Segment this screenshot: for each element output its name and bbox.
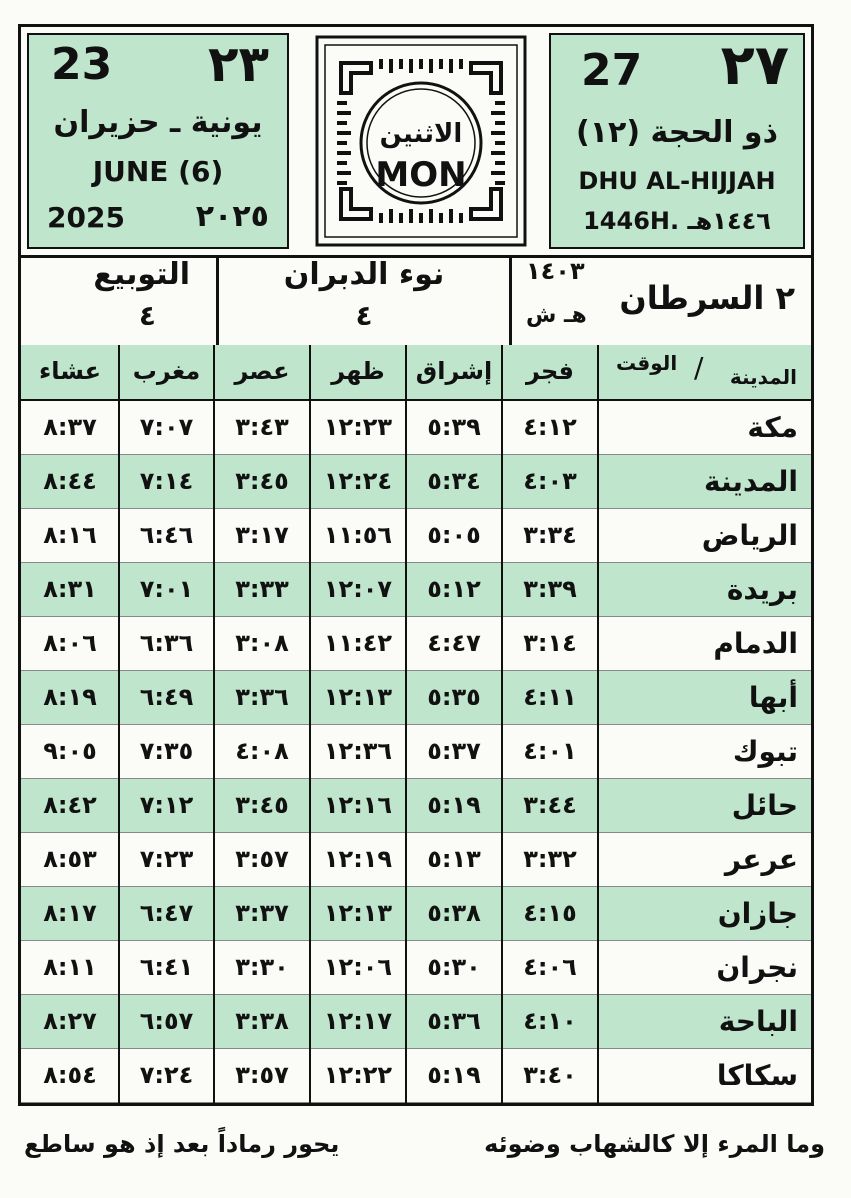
col-isha: عشاء <box>38 357 102 385</box>
time-isha: ٨:٠٦ <box>43 629 97 657</box>
time-isha: ٨:٤٢ <box>43 791 97 819</box>
time-maghrib: ٦:٤٧ <box>139 899 194 927</box>
time-maghrib: ٧:١٢ <box>139 791 194 819</box>
time-isha: ٨:٣٧ <box>43 413 97 441</box>
time-maghrib: ٧:٢٣ <box>139 845 194 873</box>
tawbee-cell <box>21 255 216 345</box>
time-asr: ٣:٥٧ <box>235 1061 289 1089</box>
time-maghrib: ٦:٤٦ <box>139 521 194 549</box>
day-name-ar: الاثنين <box>379 119 463 149</box>
time-fajr: ٣:١٤ <box>523 629 577 657</box>
time-shuruq: ٥:١٩ <box>427 1061 481 1089</box>
time-shuruq: ٥:٣٥ <box>427 683 481 711</box>
table-row <box>21 563 811 616</box>
time-dhuhr: ١١:٥٦ <box>323 521 393 549</box>
time-maghrib: ٦:٥٧ <box>139 1007 194 1035</box>
time-dhuhr: ١٢:٢٣ <box>323 413 393 441</box>
time-fajr: ٤:٠١ <box>523 737 577 765</box>
time-fajr: ٣:٤٤ <box>523 791 577 819</box>
col-maghrib: مغرب <box>132 357 201 385</box>
time-shuruq: ٥:٣٦ <box>427 1007 481 1035</box>
col-divider <box>213 345 215 1103</box>
hijri-day-en: 27 <box>581 45 643 96</box>
hijri-day-ar: ٢٧ <box>720 33 789 98</box>
city-name: حائل <box>731 789 798 822</box>
time-dhuhr: ١٢:١٦ <box>323 791 393 819</box>
time-shuruq: ٥:٣٠ <box>427 953 481 981</box>
city-name: أبها <box>748 681 798 714</box>
diagonal-slash: / <box>694 351 704 384</box>
table-row <box>21 671 811 724</box>
time-asr: ٣:٤٥ <box>235 467 289 495</box>
time-shuruq: ٥:٣٩ <box>427 413 481 441</box>
season-header <box>21 255 811 348</box>
time-dhuhr: ١١:٤٢ <box>323 629 393 657</box>
col-divider <box>309 345 311 1103</box>
time-isha: ٨:٢٧ <box>43 1007 97 1035</box>
time-isha: ٨:٣١ <box>43 575 97 603</box>
table-row <box>21 779 811 832</box>
time-maghrib: ٧:١٤ <box>139 467 194 495</box>
hijri-date-box <box>549 33 805 249</box>
table-row <box>21 725 811 778</box>
city-name: الرياض <box>701 519 798 552</box>
time-isha: ٨:٤٤ <box>43 467 97 495</box>
time-asr: ٣:٤٥ <box>235 791 289 819</box>
time-asr: ٣:٣٦ <box>235 683 289 711</box>
time-fajr: ٤:١١ <box>523 683 577 711</box>
time-fajr: ٤:٠٣ <box>523 467 577 495</box>
time-asr: ٣:٣٧ <box>235 899 289 927</box>
naw-label: نوء الدبران <box>283 257 445 292</box>
sartan-cell <box>509 255 811 345</box>
time-maghrib: ٧:٣٥ <box>139 737 194 765</box>
time-shuruq: ٥:٣٤ <box>427 467 481 495</box>
city-name: المدينة <box>704 465 798 498</box>
col-dhuhr: ظهر <box>331 357 385 385</box>
gregorian-month-en: JUNE (6) <box>92 155 224 188</box>
city-name: عرعر <box>724 843 798 876</box>
naw-cell <box>216 255 509 345</box>
gregorian-date-box <box>27 33 289 249</box>
city-name: تبوك <box>732 735 798 768</box>
gregorian-day-ar: ٢٣ <box>207 35 269 93</box>
time-shuruq: ٤:٤٧ <box>427 629 481 657</box>
gregorian-year-ar: ٢٠٢٥ <box>195 199 269 234</box>
table-row <box>21 833 811 886</box>
city-name: نجران <box>716 951 798 984</box>
time-dhuhr: ١٢:١٣ <box>323 683 393 711</box>
time-dhuhr: ١٢:١٧ <box>323 1007 393 1035</box>
table-header-row <box>21 345 811 399</box>
city-name: جازان <box>717 897 798 930</box>
sartan-label: ٢ السرطان <box>619 279 795 317</box>
hijri-year: 1446H. ١٤٤٦هـ <box>583 207 771 235</box>
footer-verse-left: يحور رماداً بعد إذ هو ساطع <box>24 1130 340 1158</box>
city-name: بريدة <box>726 573 798 606</box>
header-rule <box>21 399 811 401</box>
time-isha: ٨:١٧ <box>43 899 97 927</box>
time-shuruq: ٥:٠٥ <box>427 521 481 549</box>
time-asr: ٣:٤٣ <box>235 413 289 441</box>
time-isha: ٨:١٦ <box>43 521 97 549</box>
sartan-year: ١٤٠٣ <box>526 257 585 285</box>
tawbee-num: ٤ <box>138 299 156 332</box>
city-name: الدمام <box>713 627 798 660</box>
col-city-label: المدينة <box>729 365 797 389</box>
sartan-suffix: هـ ش <box>526 303 587 328</box>
table-row <box>21 941 811 994</box>
col-time-label: الوقت <box>616 351 678 375</box>
time-isha: ٨:١٩ <box>43 683 97 711</box>
table-row <box>21 1049 811 1102</box>
table-row <box>21 887 811 940</box>
day-name-en: MON <box>375 155 467 195</box>
time-asr: ٣:٣٠ <box>235 953 289 981</box>
time-dhuhr: ١٢:١٩ <box>323 845 393 873</box>
time-fajr: ٣:٣٢ <box>523 845 577 873</box>
time-fajr: ٤:١٠ <box>523 1007 577 1035</box>
table-row <box>21 617 811 670</box>
time-asr: ٣:٣٣ <box>235 575 289 603</box>
hijri-month-en: DHU AL-HIJJAH <box>578 167 776 195</box>
col-divider <box>501 345 503 1103</box>
time-fajr: ٤:٠٦ <box>523 953 577 981</box>
time-asr: ٣:٣٨ <box>235 1007 289 1035</box>
city-name: الباحة <box>718 1005 798 1038</box>
gregorian-year-en: 2025 <box>47 201 125 234</box>
footer-verse-right: وما المرء إلا كالشهاب وضوئه <box>484 1130 825 1158</box>
time-asr: ٣:١٧ <box>235 521 289 549</box>
gregorian-day-en: 23 <box>51 39 113 90</box>
time-isha: ٩:٠٥ <box>43 737 97 765</box>
table-row <box>21 455 811 508</box>
col-divider <box>118 345 120 1103</box>
time-shuruq: ٥:١٣ <box>427 845 481 873</box>
time-fajr: ٣:٣٤ <box>523 521 577 549</box>
col-divider <box>597 345 599 1103</box>
tawbee-label: التوبيع <box>93 257 190 292</box>
time-maghrib: ٧:٠٧ <box>139 413 194 441</box>
time-shuruq: ٥:٣٨ <box>427 899 481 927</box>
time-shuruq: ٥:٣٧ <box>427 737 481 765</box>
day-emblem <box>311 33 531 249</box>
naw-num: ٤ <box>355 299 373 332</box>
time-maghrib: ٦:٣٦ <box>139 629 194 657</box>
time-dhuhr: ١٢:٢٤ <box>323 467 393 495</box>
time-dhuhr: ١٢:٣٦ <box>323 737 393 765</box>
col-city-time <box>598 345 811 398</box>
gregorian-month-ar: يونية ـ حزيران <box>53 105 263 140</box>
city-name: سكاكا <box>716 1059 798 1092</box>
time-isha: ٨:١١ <box>43 953 97 981</box>
city-name: مكة <box>747 411 798 444</box>
time-dhuhr: ١٢:٢٢ <box>323 1061 393 1089</box>
time-maghrib: ٦:٤١ <box>139 953 194 981</box>
time-maghrib: ٧:٢٤ <box>139 1061 194 1089</box>
time-asr: ٣:٠٨ <box>235 629 289 657</box>
time-isha: ٨:٥٤ <box>43 1061 97 1089</box>
time-maghrib: ٧:٠١ <box>139 575 194 603</box>
hijri-month-ar: ذو الحجة (١٢) <box>576 115 778 150</box>
row-rule <box>21 1102 811 1103</box>
time-fajr: ٣:٤٠ <box>523 1061 577 1089</box>
time-shuruq: ٥:١٩ <box>427 791 481 819</box>
col-shuruq: إشراق <box>415 357 493 385</box>
table-row <box>21 509 811 562</box>
time-dhuhr: ١٢:٠٧ <box>323 575 393 603</box>
time-asr: ٤:٠٨ <box>235 737 289 765</box>
date-header <box>21 27 811 258</box>
time-shuruq: ٥:١٢ <box>427 575 481 603</box>
col-asr: عصر <box>234 357 290 385</box>
time-fajr: ٣:٣٩ <box>523 575 577 603</box>
time-dhuhr: ١٢:١٣ <box>323 899 393 927</box>
table-row <box>21 401 811 454</box>
time-fajr: ٤:١٢ <box>523 413 577 441</box>
table-row <box>21 995 811 1048</box>
time-fajr: ٤:١٥ <box>523 899 577 927</box>
col-fajr: فجر <box>526 357 574 385</box>
calendar-page <box>18 24 814 1106</box>
time-isha: ٨:٥٣ <box>43 845 97 873</box>
time-asr: ٣:٥٧ <box>235 845 289 873</box>
time-maghrib: ٦:٤٩ <box>139 683 194 711</box>
time-dhuhr: ١٢:٠٦ <box>323 953 393 981</box>
col-divider <box>405 345 407 1103</box>
